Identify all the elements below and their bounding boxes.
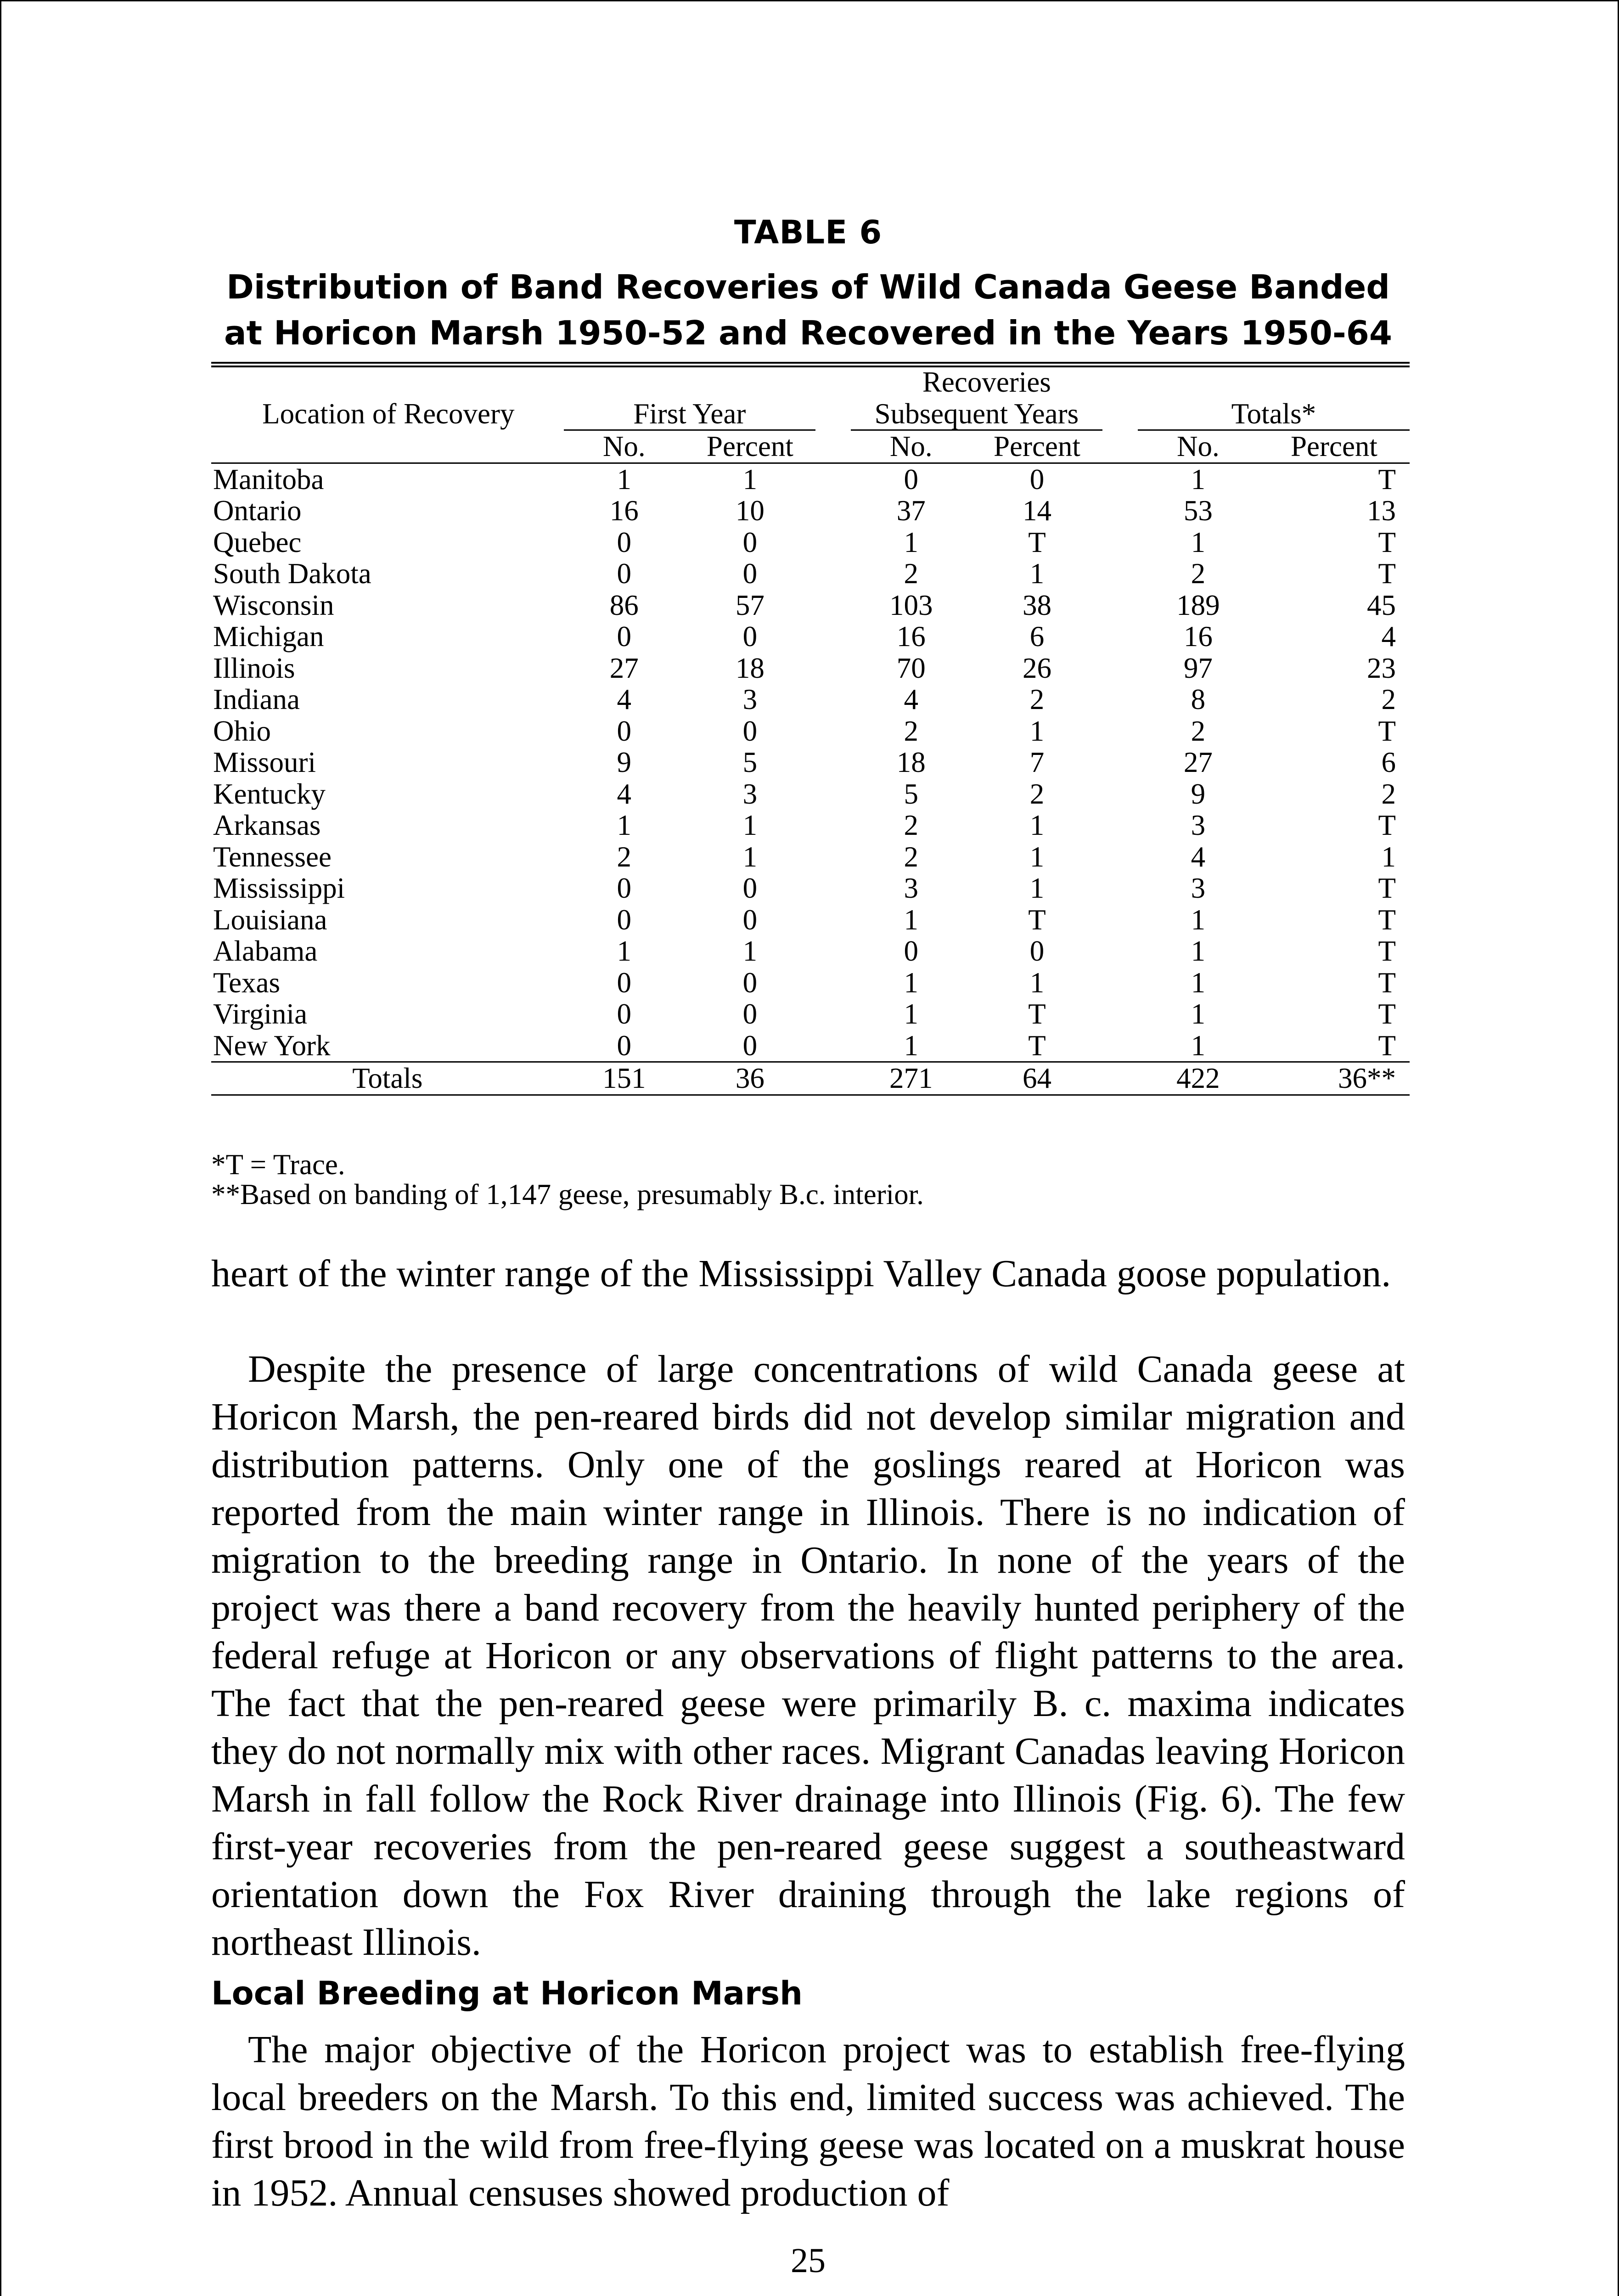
cell-fy-pct: 3 [742, 777, 758, 810]
cell-t-pct: T [1378, 526, 1396, 558]
cell-location: Manitoba [213, 463, 324, 495]
totals-label: Totals [211, 1062, 564, 1095]
cell-t-no: 2 [1191, 557, 1206, 590]
table-row [211, 747, 1410, 778]
cell-fy-no: 1 [617, 809, 631, 841]
cell-location: Missouri [213, 746, 316, 778]
cell-fy-pct: 0 [742, 620, 758, 653]
totals-fy-pct: 36 [685, 1062, 815, 1095]
cell-t-pct: 13 [1367, 495, 1396, 527]
table-row [211, 1030, 1410, 1062]
cell-t-pct: 4 [1381, 620, 1396, 653]
location-header: Location of Recovery [262, 398, 515, 430]
cell-sy-no: 2 [904, 715, 919, 747]
cell-t-no: 27 [1183, 746, 1213, 778]
table-row [211, 621, 1410, 653]
table-row [211, 527, 1410, 558]
table-row [211, 653, 1410, 684]
cell-fy-no: 2 [617, 840, 631, 873]
cell-fy-no: 4 [617, 777, 631, 810]
cell-sy-pct: T [1028, 998, 1046, 1030]
cell-sy-no: 37 [896, 495, 926, 527]
table-row [211, 778, 1410, 810]
cell-t-no: 9 [1191, 777, 1206, 810]
table-row [211, 967, 1410, 999]
cell-sy-pct: T [1028, 1029, 1046, 1062]
fy-no-header: No. [564, 430, 685, 463]
cell-sy-no: 5 [904, 777, 919, 810]
cell-t-no: 1 [1191, 1029, 1206, 1062]
table-row [211, 998, 1410, 1030]
cell-location: Illinois [213, 652, 295, 684]
cell-sy-pct: 2 [1029, 777, 1045, 810]
sy-percent-header: Percent [972, 430, 1102, 463]
cell-fy-pct: 0 [742, 557, 758, 590]
cell-t-no: 97 [1183, 652, 1213, 684]
cell-fy-pct: 0 [742, 1029, 758, 1062]
table-row [211, 715, 1410, 747]
cell-sy-pct: 7 [1029, 746, 1045, 778]
cell-t-pct: T [1378, 966, 1396, 999]
cell-fy-no: 0 [617, 1029, 631, 1062]
cell-t-pct: T [1378, 557, 1396, 590]
fy-percent-header: Percent [685, 430, 815, 463]
cell-t-pct: 45 [1367, 589, 1396, 621]
table-row [211, 558, 1410, 590]
cell-sy-no: 18 [896, 746, 926, 778]
cell-location: New York [213, 1029, 331, 1062]
cell-t-no: 1 [1191, 526, 1206, 558]
cell-fy-pct: 0 [742, 715, 758, 747]
cell-sy-no: 1 [904, 998, 919, 1030]
table-top-rule [211, 362, 1410, 364]
cell-t-no: 1 [1191, 966, 1206, 999]
totals-t-pct: 36** [1259, 1062, 1410, 1095]
cell-fy-pct: 1 [742, 840, 758, 873]
cell-sy-no: 103 [889, 589, 933, 621]
cell-t-pct: 23 [1367, 652, 1396, 684]
recoveries-table [211, 366, 1410, 1096]
cell-location: Arkansas [213, 809, 321, 841]
totals-row [211, 1062, 1410, 1095]
cell-t-no: 189 [1176, 589, 1220, 621]
table-title: Distribution of Band Recoveries of Wild Canada Geese Banded at Horicon Marsh 1950-52 and Recovered in the Years 1950-64 [224, 268, 1392, 352]
cell-t-pct: T [1378, 872, 1396, 904]
cell-sy-pct: 26 [1022, 652, 1051, 684]
cell-location: Tennessee [213, 840, 332, 873]
cell-t-pct: T [1378, 903, 1396, 936]
cell-sy-pct: T [1028, 526, 1046, 558]
cell-sy-pct: 0 [1029, 935, 1045, 967]
cell-sy-pct: 1 [1029, 809, 1045, 841]
table-row [211, 684, 1410, 715]
cell-location: Louisiana [213, 903, 327, 936]
cell-fy-no: 0 [617, 620, 631, 653]
cell-t-no: 4 [1191, 840, 1206, 873]
table-row [211, 841, 1410, 873]
cell-t-no: 1 [1191, 935, 1206, 967]
cell-sy-pct: 38 [1022, 589, 1051, 621]
cell-sy-pct: 1 [1029, 715, 1045, 747]
cell-location: Michigan [213, 620, 324, 653]
cell-fy-no: 0 [617, 526, 631, 558]
cell-t-no: 8 [1191, 683, 1206, 715]
cell-t-pct: 2 [1381, 777, 1396, 810]
cell-location: Kentucky [213, 777, 326, 810]
cell-fy-no: 9 [617, 746, 631, 778]
cell-fy-no: 4 [617, 683, 631, 715]
cell-fy-pct: 0 [742, 966, 758, 999]
section-heading: Local Breeding at Horicon Marsh [211, 1975, 803, 2012]
cell-location: Indiana [213, 683, 300, 715]
cell-sy-pct: 1 [1029, 966, 1045, 999]
cell-t-no: 3 [1191, 872, 1206, 904]
cell-fy-pct: 0 [742, 872, 758, 904]
table-row [211, 904, 1410, 936]
t-no-header: No. [1138, 430, 1259, 463]
cell-t-pct: T [1378, 998, 1396, 1030]
cell-fy-no: 0 [617, 903, 631, 936]
subsequent-years-header: Subsequent Years [851, 398, 1102, 430]
totals-sy-no: 271 [851, 1062, 972, 1095]
cell-fy-no: 0 [617, 715, 631, 747]
table-row [211, 935, 1410, 967]
cell-sy-no: 1 [904, 526, 919, 558]
cell-location: Quebec [213, 526, 302, 558]
cell-sy-pct: 2 [1029, 683, 1045, 715]
cell-sy-no: 1 [904, 903, 919, 936]
cell-location: Alabama [213, 935, 318, 967]
cell-t-pct: 6 [1381, 746, 1396, 778]
table-row [211, 872, 1410, 904]
cell-t-no: 1 [1191, 463, 1206, 495]
cell-sy-no: 70 [896, 652, 926, 684]
totals-t-no: 422 [1138, 1062, 1259, 1095]
cell-sy-pct: T [1028, 903, 1046, 936]
cell-t-pct: 1 [1381, 840, 1396, 873]
cell-fy-no: 0 [617, 966, 631, 999]
recoveries-header: Recoveries [922, 366, 1051, 398]
page-number: 25 [791, 2241, 826, 2280]
cell-location: Ontario [213, 495, 302, 527]
cell-location: Mississippi [213, 872, 345, 904]
cell-fy-pct: 0 [742, 526, 758, 558]
cell-sy-no: 3 [904, 872, 919, 904]
cell-t-no: 16 [1183, 620, 1213, 653]
cell-fy-pct: 18 [735, 652, 765, 684]
cell-fy-pct: 0 [742, 903, 758, 936]
cell-fy-pct: 57 [735, 589, 765, 621]
cell-t-pct: T [1378, 463, 1396, 495]
footnote-banding: **Based on banding of 1,147 geese, presumably B.c. interior. [211, 1178, 924, 1210]
footnote-trace: *T = Trace. [211, 1148, 345, 1181]
cell-sy-pct: 14 [1022, 495, 1051, 527]
table-row [211, 590, 1410, 621]
cell-fy-pct: 0 [742, 998, 758, 1030]
cell-t-no: 1 [1191, 903, 1206, 936]
cell-t-pct: T [1378, 809, 1396, 841]
cell-sy-pct: 1 [1029, 872, 1045, 904]
cell-t-pct: T [1378, 935, 1396, 967]
cell-sy-no: 1 [904, 966, 919, 999]
cell-sy-no: 4 [904, 683, 919, 715]
cell-t-no: 2 [1191, 715, 1206, 747]
cell-t-no: 53 [1183, 495, 1213, 527]
cell-t-pct: T [1378, 1029, 1396, 1062]
cell-fy-no: 0 [617, 998, 631, 1030]
table-row [211, 810, 1410, 841]
paragraph-2: Despite the presence of large concentrations of wild Canada geese at Horicon Marsh, the pen-reared birds did not develop similar migration and distribution patterns. Only one of the goslings reared at Horicon was reported from the main winter range in Illinois. There is no indication of migration to the breeding range in Ontario. In none of the years of the project was there a band recovery from the heavily hunted periphery of the federal refuge at Horicon or any observations of flight patterns to the area. The fact that the pen-reared geese were primarily B. c. maxima indicates they do not normally mix with other races. Migrant Canadas leaving Horicon Marsh in fall follow the Rock River drainage into Illinois (Fig. 6). The few first-year recoveries from the pen-reared geese suggest a southeastward orientation down the Fox River draining through the lake regions of northeast Illinois. [211, 1348, 1405, 1964]
cell-fy-no: 1 [617, 463, 631, 495]
cell-t-pct: 2 [1381, 683, 1396, 715]
cell-sy-pct: 6 [1029, 620, 1045, 653]
cell-location: Ohio [213, 715, 271, 747]
cell-sy-no: 1 [904, 1029, 919, 1062]
totals-header: Totals* [1138, 398, 1410, 430]
cell-fy-no: 0 [617, 557, 631, 590]
cell-sy-pct: 1 [1029, 840, 1045, 873]
sy-no-header: No. [851, 430, 972, 463]
cell-sy-no: 16 [896, 620, 926, 653]
cell-sy-no: 2 [904, 809, 919, 841]
table-body [211, 463, 1410, 1062]
cell-fy-no: 0 [617, 872, 631, 904]
first-year-header: First Year [564, 398, 815, 430]
table-label: TABLE 6 [734, 214, 883, 251]
cell-fy-pct: 1 [742, 809, 758, 841]
cell-fy-pct: 1 [742, 463, 758, 495]
cell-t-pct: T [1378, 715, 1396, 747]
table-row [211, 495, 1410, 527]
cell-t-no: 3 [1191, 809, 1206, 841]
cell-location: Virginia [213, 998, 308, 1030]
cell-fy-no: 16 [609, 495, 639, 527]
cell-sy-pct: 1 [1029, 557, 1045, 590]
cell-fy-no: 86 [609, 589, 639, 621]
totals-sy-pct: 64 [972, 1062, 1102, 1095]
cell-fy-no: 27 [609, 652, 639, 684]
cell-fy-pct: 1 [742, 935, 758, 967]
cell-sy-no: 0 [904, 935, 919, 967]
cell-location: South Dakota [213, 557, 371, 590]
cell-location: Wisconsin [213, 589, 334, 621]
totals-fy-no: 151 [564, 1062, 685, 1095]
cell-fy-pct: 10 [735, 495, 765, 527]
cell-sy-no: 2 [904, 840, 919, 873]
cell-fy-pct: 5 [742, 746, 758, 778]
cell-sy-pct: 0 [1029, 463, 1045, 495]
cell-t-no: 1 [1191, 998, 1206, 1030]
paragraph-3: The major objective of the Horicon project was to establish free-flying local breeders on the Marsh. To this end, limited success was achieved. The first brood in the wild from free-flying geese was located on a muskrat house in 1952. Annual censuses showed production of [211, 2028, 1405, 2214]
cell-fy-pct: 3 [742, 683, 758, 715]
cell-location: Texas [213, 966, 281, 999]
table-row [211, 463, 1410, 495]
cell-sy-no: 2 [904, 557, 919, 590]
paragraph-1: heart of the winter range of the Mississippi Valley Canada goose population. [211, 1252, 1391, 1295]
t-percent-header: Percent [1259, 430, 1410, 463]
cell-fy-no: 1 [617, 935, 631, 967]
cell-sy-no: 0 [904, 463, 919, 495]
